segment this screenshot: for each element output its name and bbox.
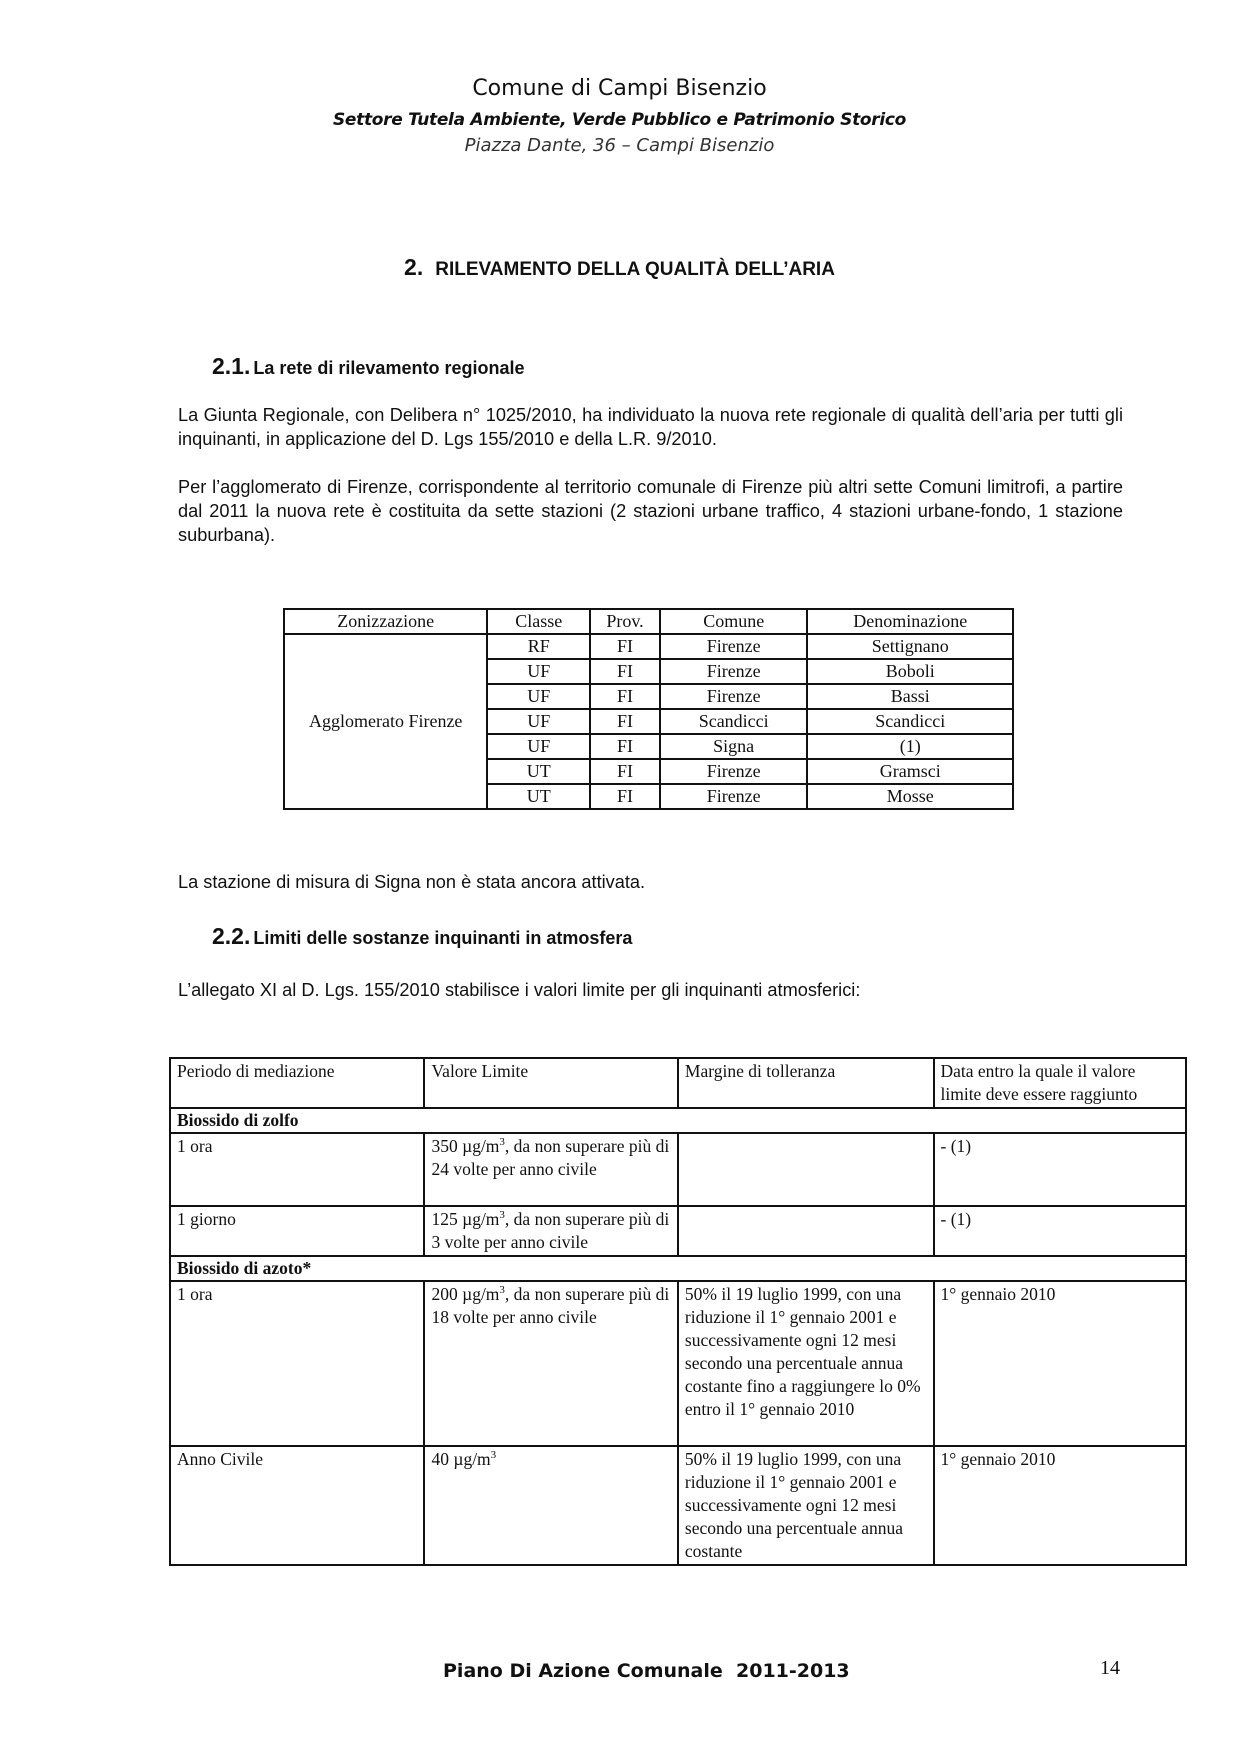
cell-denominazione: Boboli [807,659,1013,684]
header-department: Settore Tutela Ambiente, Verde Pubblico e Patrimonio Storico [332,110,907,130]
cell-periodo: 1 ora [170,1281,424,1446]
group-label: Biossido di azoto* [170,1256,1186,1281]
column-header: Classe [487,609,590,634]
cell-classe: UF [487,709,590,734]
table-row [170,1206,1186,1256]
section-number: 2.1. [212,353,251,379]
cell-denominazione: (1) [807,734,1013,759]
stations-table [283,608,1014,810]
cell-classe: UF [487,684,590,709]
group-row [170,1256,1186,1281]
cell-classe: UF [487,734,590,759]
cell-prov: FI [590,759,660,784]
note-signa: La stazione di misura di Signa non è stata ancora attivata. [178,872,646,892]
column-header: Data entro la quale il valore limite deve essere raggiunto [934,1058,1187,1108]
column-header: Prov. [590,609,660,634]
column-header: Valore Limite [424,1058,677,1108]
cell-prov: FI [590,634,660,659]
cell-prov: FI [590,684,660,709]
cell-denominazione: Scandicci [807,709,1013,734]
cell-valore: 40 $\mu g/m^3$ [424,1446,677,1565]
cell-classe: UT [487,784,590,809]
cell-valore: 200 $\mu g/m^3$, da non superare più di 18 volte per anno civile [424,1281,677,1446]
table-header-row [284,609,1013,634]
cell-prov: FI [590,734,660,759]
cell-comune: Firenze [660,684,808,709]
header-address: Piazza Dante, 36 – Campi Bisenzio [464,135,775,156]
column-header: Comune [660,609,808,634]
cell-denominazione: Gramsci [807,759,1013,784]
cell-denominazione: Settignano [807,634,1013,659]
section-title: La rete di rilevamento regionale [253,358,525,378]
zone-cell: Agglomerato Firenze [284,634,487,809]
table-header-row [170,1058,1186,1108]
table-row [284,634,1013,659]
cell-comune: Scandicci [660,709,808,734]
cell-denominazione: Mosse [807,784,1013,809]
cell-margine: 50% il 19 luglio 1999, con una riduzione il 1° gennaio 2001 e successivamente ogni 12 mesi secondo una percentuale annua costante [678,1446,934,1565]
section-2-1-heading [212,353,524,380]
cell-valore: 350 $\mu g/m^3$, da non superare più di 24 volte per anno civile [424,1133,677,1206]
section-2-2-heading [212,923,632,950]
cell-periodo: Anno Civile [170,1446,424,1565]
cell-classe: UF [487,659,590,684]
table-row [170,1133,1186,1206]
cell-valore: 125 $\mu g/m^3$, da non superare più di 3 volte per anno civile [424,1206,677,1256]
cell-data: 1° gennaio 2010 [934,1281,1187,1446]
cell-denominazione: Bassi [807,684,1013,709]
chapter-title-text: RILEVAMENTO DELLA QUALITÀ DELL’ARIA [435,259,835,280]
table-row [170,1446,1186,1565]
cell-prov: FI [590,659,660,684]
footer-title: Piano Di Azione Comunale 2011-2013 [443,1660,850,1682]
section-number: 2.2. [212,923,251,949]
cell-periodo: 1 giorno [170,1206,424,1256]
table-row [170,1281,1186,1446]
group-label: Biossido di zolfo [170,1108,1186,1133]
cell-prov: FI [590,709,660,734]
cell-comune: Signa [660,734,808,759]
section-title: Limiti delle sostanze inquinanti in atmosfera [253,928,633,948]
cell-prov: FI [590,784,660,809]
cell-periodo: 1 ora [170,1133,424,1206]
column-header: Zonizzazione [284,609,487,634]
cell-comune: Firenze [660,759,808,784]
cell-margine [678,1133,934,1206]
cell-comune: Firenze [660,634,808,659]
cell-data: - (1) [934,1206,1187,1256]
cell-data: 1° gennaio 2010 [934,1446,1187,1565]
cell-data: - (1) [934,1133,1187,1206]
cell-margine [678,1206,934,1256]
limits-table [169,1057,1187,1566]
group-row [170,1108,1186,1133]
paragraph-agglomerato: Per l’agglomerato di Firenze, corrispondente al territorio comunale di Firenze più altri sette Comuni limitrofi, a partire dal 2011 la nuova rete è costituita da sette stazioni (2 stazioni urbane traffico, 4 stazioni urbane-fondo, 1 stazione suburbana). [178,477,1123,545]
cell-comune: Firenze [660,784,808,809]
page-number: 14 [1100,1657,1120,1679]
cell-classe: UT [487,759,590,784]
column-header: Margine di tolleranza [678,1058,934,1108]
chapter-title [0,254,1239,281]
column-header: Periodo di mediazione [170,1058,424,1108]
column-header: Denominazione [807,609,1013,634]
paragraph-delibera: La Giunta Regionale, con Delibera n° 1025/2010, ha individuato la nuova rete regionale di qualità dell’aria per tutti gli inquinanti, in applicazione del D. Lgs 155/2010 e della L.R. 9/2010. [178,405,1123,449]
cell-classe: RF [487,634,590,659]
cell-margine: 50% il 19 luglio 1999, con una riduzione il 1° gennaio 2001 e successivamente ogni 12 mesi secondo una percentuale annua costante fino a raggiungere lo 0% entro il 1° gennaio 2010 [678,1281,934,1446]
header-organization: Comune di Campi Bisenzio [472,76,767,101]
chapter-number: 2. [404,254,424,280]
paragraph-allegato: L’allegato XI al D. Lgs. 155/2010 stabilisce i valori limite per gli inquinanti atmosferici: [178,980,861,1000]
cell-comune: Firenze [660,659,808,684]
